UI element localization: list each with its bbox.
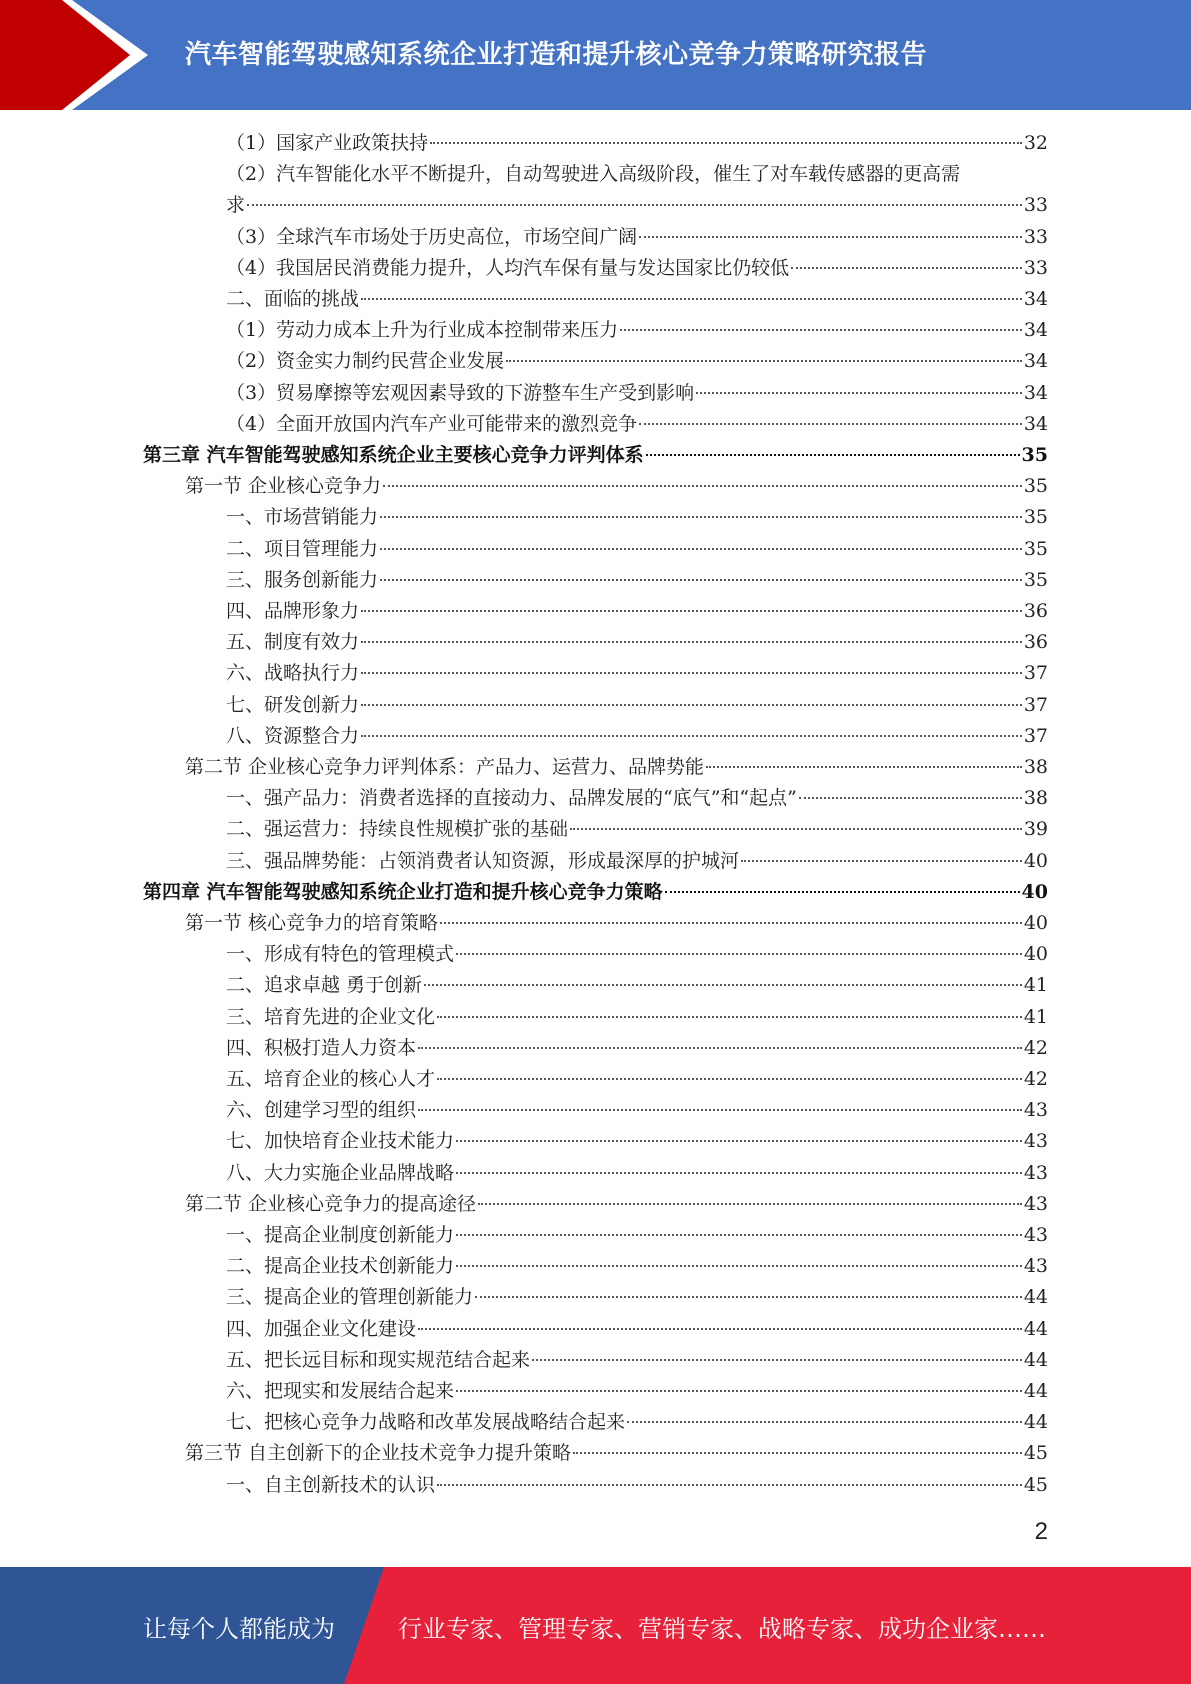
toc-leader-dots (418, 1047, 1022, 1049)
toc-entry-title: （1）劳动力成本上升为行业成本控制带来压力 (226, 319, 619, 342)
toc-entry-title: 六、把现实和发展结合起来 (226, 1380, 455, 1402)
toc-leader-dots (475, 1296, 1022, 1298)
toc-leader-dots (418, 1328, 1022, 1330)
toc-entry-title: 第二节 企业核心竞争力评判体系：产品力、运营力、品牌势能 (185, 756, 705, 778)
toc-page-number: 35 (1023, 506, 1048, 529)
toc-page-number: 40 (1023, 912, 1048, 934)
toc-entry[interactable] (226, 814, 1048, 844)
page-footer (0, 1567, 1191, 1684)
toc-entry-title: 六、创建学习型的组织 (226, 1099, 417, 1122)
toc-entry[interactable] (226, 1002, 1048, 1032)
toc-leader-dots (627, 1421, 1022, 1423)
toc-chapter-entry[interactable] (143, 440, 1048, 470)
toc-entry[interactable] (226, 1126, 1048, 1156)
toc-entry[interactable] (226, 128, 1048, 158)
toc-entry[interactable] (226, 939, 1048, 969)
toc-entry[interactable] (226, 315, 1048, 345)
toc-entry[interactable] (226, 409, 1048, 439)
toc-leader-dots (620, 329, 1022, 331)
toc-entry-title: （2）资金实力制约民营企业发展 (226, 350, 505, 373)
toc-leader-dots (361, 641, 1022, 643)
toc-entry[interactable] (226, 1470, 1048, 1500)
toc-page-number: 41 (1023, 974, 1048, 997)
toc-entry-title: 一、市场营销能力 (226, 506, 379, 529)
toc-page-number: 43 (1023, 1161, 1048, 1184)
toc-page-number: 34 (1023, 381, 1048, 404)
toc-page-number: 33 (1023, 256, 1048, 279)
toc-leader-dots (361, 672, 1022, 674)
toc-page-number: 37 (1023, 693, 1048, 716)
toc-entry-title: 五、把长远目标和现实规范结合起来 (226, 1348, 531, 1371)
toc-page-number: 34 (1023, 288, 1048, 310)
report-title: 汽车智能驾驶感知系统企业打造和提升核心竞争力策略研究报告 (185, 40, 928, 70)
toc-page-number: 32 (1023, 132, 1048, 154)
toc-leader-dots (456, 1172, 1022, 1174)
toc-page-number: 42 (1023, 1036, 1048, 1059)
toc-page-number: 40 (1023, 849, 1048, 872)
toc-entry-title: 第三节 自主创新下的企业技术竞争力提升策略 (185, 1442, 572, 1465)
toc-page-number: 35 (1023, 537, 1048, 560)
toc-entry-title: 一、提高企业制度创新能力 (226, 1224, 455, 1246)
toc-page-number: 37 (1023, 662, 1048, 685)
toc-leader-dots (437, 1078, 1022, 1080)
toc-leader-dots (799, 797, 1022, 799)
toc-page-number: 43 (1023, 1192, 1048, 1215)
toc-page-number: 40 (1021, 880, 1048, 903)
toc-entry-title: 七、研发创新力 (226, 693, 360, 716)
toc-entry-title: （3）贸易摩擦等宏观因素导致的下游整车生产受到影响 (226, 381, 695, 404)
toc-leader-dots (383, 485, 1022, 487)
toc-leader-dots (506, 360, 1022, 362)
toc-page-number: 36 (1023, 631, 1048, 654)
toc-entry-title: 七、把核心竞争力战略和改革发展战略结合起来 (226, 1411, 626, 1434)
toc-entry[interactable] (226, 159, 1048, 189)
toc-leader-dots (380, 579, 1022, 581)
toc-entry-title: 第一节 核心竞争力的培育策略 (185, 912, 439, 934)
toc-entry[interactable] (226, 1064, 1048, 1094)
toc-entry-title: 一、形成有特色的管理模式 (226, 943, 455, 966)
toc-entry-title: 二、面临的挑战 (226, 288, 360, 310)
toc-page-number: 37 (1023, 724, 1048, 747)
toc-entry[interactable] (226, 1314, 1048, 1344)
toc-leader-dots (418, 1109, 1022, 1111)
toc-page-number: 45 (1023, 1473, 1048, 1496)
toc-entry-title: 二、强运营力：持续良性规模扩张的基础 (226, 818, 569, 841)
toc-page-number: 38 (1023, 756, 1048, 778)
toc-page-number: 44 (1023, 1411, 1048, 1434)
toc-entry-title: 三、服务创新能力 (226, 568, 379, 591)
toc-section-entry[interactable] (185, 471, 1048, 501)
toc-entry[interactable] (226, 627, 1048, 657)
toc-entry[interactable] (226, 596, 1048, 626)
toc-leader-dots (380, 516, 1022, 518)
toc-leader-dots (247, 204, 1022, 206)
toc-page-number: 35 (1021, 444, 1048, 466)
toc-section-entry[interactable] (185, 752, 1048, 782)
toc-entry[interactable] (226, 284, 1048, 314)
toc-page-number: 42 (1023, 1068, 1048, 1090)
toc-leader-dots (437, 1016, 1022, 1018)
toc-page-number: 44 (1023, 1317, 1048, 1340)
toc-entry[interactable] (226, 658, 1048, 688)
toc-leader-dots (361, 704, 1022, 706)
toc-entry[interactable] (226, 565, 1048, 595)
toc-entry-title: 第四章 汽车智能驾驶感知系统企业打造和提升核心竞争力策略 (143, 880, 663, 903)
toc-entry-title: 四、加强企业文化建设 (226, 1317, 417, 1340)
toc-entry-title: 七、加快培育企业技术能力 (226, 1130, 455, 1153)
toc-entry-title: 八、大力实施企业品牌战略 (226, 1161, 455, 1184)
toc-entry-title: 第三章 汽车智能驾驶感知系统企业主要核心竞争力评判体系 (143, 444, 644, 466)
footer-roles: 行业专家、管理专家、营销专家、战略专家、成功企业家…… (398, 1615, 1046, 1643)
toc-entry[interactable] (226, 378, 1048, 408)
toc-entry[interactable] (226, 534, 1048, 564)
toc-leader-dots (665, 891, 1020, 893)
toc-leader-dots (478, 1203, 1022, 1205)
toc-page-number: 38 (1023, 787, 1048, 810)
toc-entry-title: 求 (226, 194, 246, 217)
toc-leader-dots (646, 454, 1020, 456)
toc-entry[interactable] (226, 1158, 1048, 1188)
toc-leader-dots (696, 392, 1022, 394)
toc-entry-title: （4）我国居民消费能力提升，人均汽车保有量与发达国家比仍较低 (226, 256, 790, 279)
toc-leader-dots (424, 984, 1022, 986)
toc-entry-title: 二、追求卓越 勇于创新 (226, 974, 423, 997)
toc-page-number: 35 (1023, 475, 1048, 498)
toc-entry[interactable] (226, 721, 1048, 751)
toc-page-number: 45 (1023, 1442, 1048, 1465)
toc-leader-dots (706, 766, 1022, 768)
toc-leader-dots (532, 1359, 1022, 1361)
toc-leader-dots (573, 1452, 1022, 1454)
toc-entry-title: （2）汽车智能化水平不断提升，自动驾驶进入高级阶段，催生了对车载传感器的更高需 (226, 163, 961, 186)
toc-page-number: 40 (1023, 943, 1048, 966)
toc-entry[interactable] (226, 222, 1048, 252)
toc-entry-title: 二、项目管理能力 (226, 537, 379, 560)
toc-page-number: 33 (1023, 194, 1048, 217)
toc-page-number: 43 (1023, 1224, 1048, 1246)
toc-leader-dots (437, 1484, 1022, 1486)
toc-entry-title: 一、强产品力：消费者选择的直接动力、品牌发展的“底气”和“起点” (226, 787, 797, 810)
toc-leader-dots (456, 953, 1022, 955)
toc-entry-title: （4）全面开放国内汽车产业可能带来的激烈竞争 (226, 412, 638, 435)
toc-page-number: 44 (1023, 1286, 1048, 1309)
toc-entry[interactable] (226, 253, 1048, 283)
toc-leader-dots (791, 267, 1022, 269)
toc-page-number: 36 (1023, 600, 1048, 622)
toc-entry[interactable] (226, 690, 1048, 720)
toc-page-number: 35 (1023, 568, 1048, 591)
toc-leader-dots (741, 860, 1022, 862)
toc-entry[interactable] (226, 190, 1048, 220)
toc-entry[interactable] (226, 1220, 1048, 1250)
toc-leader-dots (456, 1234, 1022, 1236)
toc-leader-dots (440, 922, 1022, 924)
toc-leader-dots (570, 828, 1022, 830)
toc-entry-title: 三、提高企业的管理创新能力 (226, 1286, 474, 1309)
toc-entry-title: 四、品牌形象力 (226, 600, 360, 622)
toc-entry[interactable] (226, 346, 1048, 376)
toc-page-number: 34 (1023, 412, 1048, 435)
toc-entry-title: 五、制度有效力 (226, 631, 360, 654)
toc-entry[interactable] (226, 1376, 1048, 1406)
toc-entry-title: （3）全球汽车市场处于历史高位，市场空间广阔 (226, 225, 638, 248)
toc-page-number: 34 (1023, 319, 1048, 342)
toc-leader-dots (456, 1140, 1022, 1142)
toc-leader-dots (639, 423, 1022, 425)
footer-slogan: 让每个人都能成为 (143, 1615, 335, 1643)
toc-entry-title: 一、自主创新技术的认识 (226, 1473, 436, 1496)
toc-leader-dots (430, 142, 1022, 144)
toc-leader-dots (380, 548, 1022, 550)
toc-leader-dots (456, 1390, 1022, 1392)
toc-entry[interactable] (226, 1095, 1048, 1125)
toc-entry-title: 三、培育先进的企业文化 (226, 1005, 436, 1028)
toc-entry[interactable] (226, 846, 1048, 876)
toc-entry[interactable] (226, 1282, 1048, 1312)
toc-page-number: 34 (1023, 350, 1048, 373)
toc-entry[interactable] (226, 502, 1048, 532)
toc-page-number: 39 (1023, 818, 1048, 841)
toc-leader-dots (361, 298, 1022, 300)
toc-leader-dots (361, 610, 1022, 612)
toc-entry[interactable] (226, 1251, 1048, 1281)
toc-entry-title: 二、提高企业技术创新能力 (226, 1255, 455, 1278)
toc-entry-title: 第一节 企业核心竞争力 (185, 475, 382, 498)
toc-entry-title: 六、战略执行力 (226, 662, 360, 685)
toc-chapter-entry[interactable] (143, 877, 1048, 907)
toc-page-number: 43 (1023, 1099, 1048, 1122)
toc-page-number: 44 (1023, 1380, 1048, 1402)
toc-section-entry[interactable] (185, 1189, 1048, 1219)
toc-page-number: 33 (1023, 225, 1048, 248)
toc-page-number: 43 (1023, 1255, 1048, 1278)
toc-entry[interactable] (226, 1407, 1048, 1437)
toc-leader-dots (456, 1265, 1022, 1267)
toc-section-entry[interactable] (185, 1438, 1048, 1468)
toc-entry-title: 第二节 企业核心竞争力的提高途径 (185, 1192, 477, 1215)
toc-entry[interactable] (226, 970, 1048, 1000)
toc-page-number: 43 (1023, 1130, 1048, 1153)
page-header (0, 0, 1191, 110)
toc-entry-title: 八、资源整合力 (226, 724, 360, 747)
toc-page-number: 41 (1023, 1005, 1048, 1028)
toc-entry-title: 五、培育企业的核心人才 (226, 1068, 436, 1090)
toc-leader-dots (361, 735, 1022, 737)
toc-leader-dots (639, 236, 1022, 238)
toc-entry-title: （1）国家产业政策扶持 (226, 132, 429, 154)
toc-entry-title: 四、积极打造人力资本 (226, 1036, 417, 1059)
toc-entry-title: 三、强品牌势能：占领消费者认知资源，形成最深厚的护城河 (226, 849, 740, 872)
toc-entry[interactable] (226, 1033, 1048, 1063)
toc-section-entry[interactable] (185, 908, 1048, 938)
toc-entry[interactable] (226, 1345, 1048, 1375)
page-number: 2 (1034, 1518, 1048, 1545)
toc-page-number: 44 (1023, 1348, 1048, 1371)
toc-entry[interactable] (226, 783, 1048, 813)
